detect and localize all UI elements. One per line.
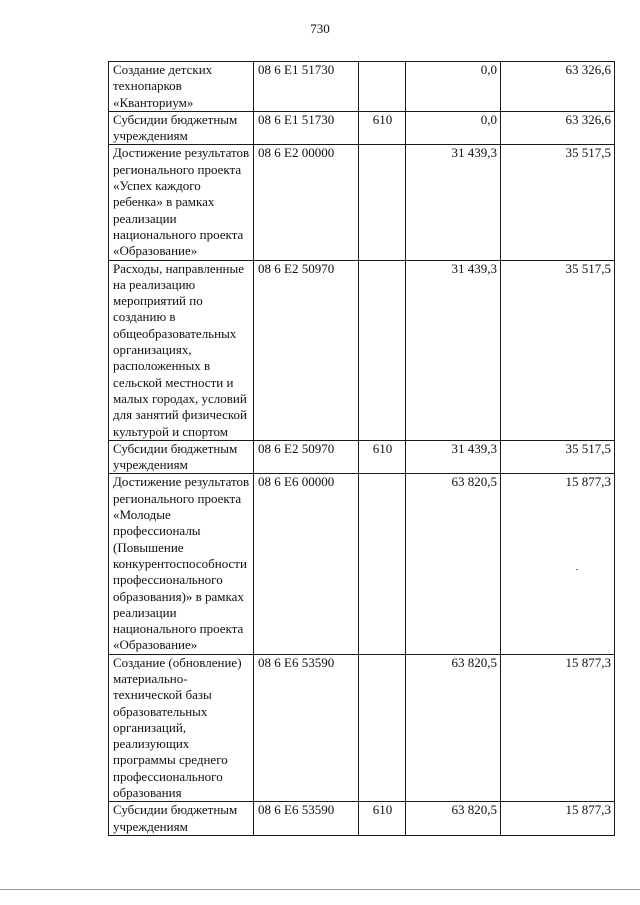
row-value-2: 15 877,3: [501, 654, 615, 802]
table-row: [109, 260, 615, 440]
row-value-1: 63 820,5: [406, 474, 501, 654]
row-code: 08 6 E6 53590: [254, 654, 359, 802]
table-row: [109, 440, 615, 474]
row-name: Субсидии бюджетным учреждениям: [109, 802, 254, 836]
table-row: [109, 62, 615, 112]
row-expense-type: 610: [359, 440, 406, 474]
row-code: 08 6 E6 00000: [254, 474, 359, 654]
row-name: Расходы, направленные на реализацию мероприятий по созданию в общеобразовательных организациях, расположенных в сельской местности и малых городах, условий для занятий физической культурой и спортом: [109, 260, 254, 440]
row-value-1: 63 820,5: [406, 654, 501, 802]
row-expense-type: [359, 474, 406, 654]
row-code: 08 6 E2 50970: [254, 440, 359, 474]
row-name: Субсидии бюджетным учреждениям: [109, 111, 254, 145]
row-value-2: 35 517,5: [501, 260, 615, 440]
row-name: Создание детских технопарков «Кванториум»: [109, 62, 254, 112]
row-value-1: 63 820,5: [406, 802, 501, 836]
row-code: 08 6 E1 51730: [254, 62, 359, 112]
row-value-2: 63 326,6: [501, 111, 615, 145]
row-value-2: 15 877,3: [501, 802, 615, 836]
row-code: 08 6 E2 00000: [254, 145, 359, 260]
row-name: Достижение результатов регионального проекта «Молодые профессионалы (Повышение конкурентоспособности профессионального образования)» в рамках реализации национального проекта «Образование»: [109, 474, 254, 654]
row-value-2: 63 326,6: [501, 62, 615, 112]
row-value-2: 15 877,3: [501, 474, 615, 654]
row-expense-type: 610: [359, 111, 406, 145]
row-name: Достижение результатов регионального проекта «Успех каждого ребенка» в рамках реализации национального проекта «Образование»: [109, 145, 254, 260]
row-expense-type: [359, 62, 406, 112]
table-row: [109, 111, 615, 145]
table-row: [109, 474, 615, 654]
table-row: [109, 802, 615, 836]
row-expense-type: [359, 654, 406, 802]
row-name: Субсидии бюджетным учреждениям: [109, 440, 254, 474]
row-value-1: 31 439,3: [406, 440, 501, 474]
row-value-1: 31 439,3: [406, 260, 501, 440]
scan-edge-line: [0, 889, 640, 890]
row-expense-type: [359, 145, 406, 260]
row-value-2: 35 517,5: [501, 145, 615, 260]
row-value-1: 0,0: [406, 62, 501, 112]
table-row: [109, 654, 615, 802]
row-name: Создание (обновление) материально-технической базы образовательных организаций, реализующих программы среднего профессионального образования: [109, 654, 254, 802]
row-value-1: 0,0: [406, 111, 501, 145]
page-number: 730: [310, 21, 330, 36]
table-row: [109, 145, 615, 260]
row-code: 08 6 E2 50970: [254, 260, 359, 440]
row-code: 08 6 E6 53590: [254, 802, 359, 836]
budget-table: [108, 61, 615, 836]
row-expense-type: 610: [359, 802, 406, 836]
row-code: 08 6 E1 51730: [254, 111, 359, 145]
row-value-1: 31 439,3: [406, 145, 501, 260]
row-value-2: 35 517,5: [501, 440, 615, 474]
scan-speck: [576, 569, 578, 570]
row-expense-type: [359, 260, 406, 440]
